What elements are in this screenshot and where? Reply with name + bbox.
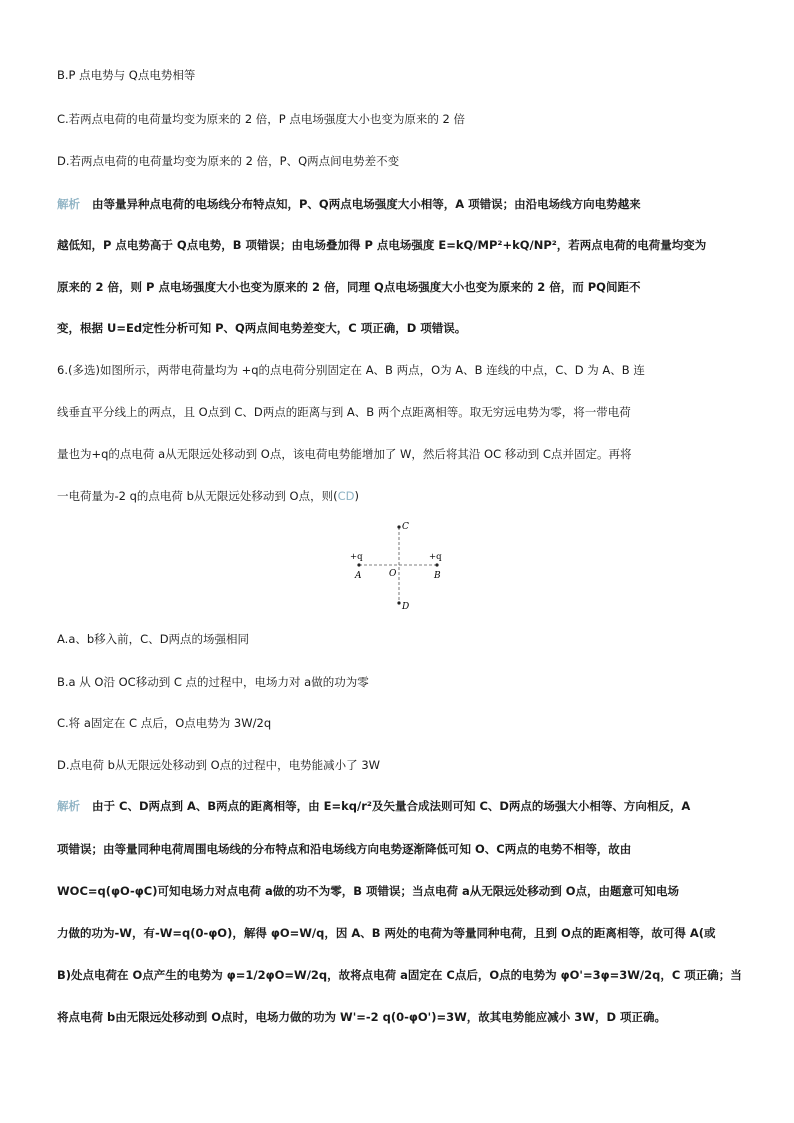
- charge-diagram: [347, 515, 507, 615]
- q6-option-a: A.a、b移入前，C、D两点的场强相同: [57, 632, 250, 646]
- q5-option-b: B.P 点电势与 Q点电势相等: [57, 68, 196, 82]
- q6-option-d: D.点电荷 b从无限远处移动到 O点的过程中，电势能减小了 3W: [57, 758, 381, 772]
- q5-analysis-line-3: 原来的 2 倍，则 P 点电场强度大小也变为原来的 2 倍，同理 Q点电场强度大小也变为原来的 2 倍，而 PQ间距不: [57, 280, 641, 294]
- q6-stem-line-4: 一电荷量为-2 q的点电荷 b从无限远处移动到 O点，则(CD): [57, 489, 359, 503]
- label-a: A: [355, 571, 362, 581]
- q6-analysis-line-4: 力做的功为-W，有-W=q(0-φO)，解得 φO=W/q，因 A、B 两处的电荷为等量同种电荷，且到 O点的距离相等，故可得 A(或: [57, 926, 716, 940]
- q6-option-c: C.将 a固定在 C 点后，O点电势为 3W/2q: [57, 716, 272, 730]
- charge-diagram-svg: [347, 515, 507, 615]
- point-c-dot: [397, 525, 400, 528]
- label-c: C: [402, 522, 409, 532]
- q6-analysis-line-2: 项错误；由等量同种电荷周围电场线的分布特点和沿电场线方向电势逐渐降低可知 O、C两点的电势不相等，故由: [57, 842, 632, 856]
- label-d: D: [402, 602, 410, 612]
- answer-key: CD: [337, 489, 355, 503]
- q6-analysis-line-1: 解析 由于 C、D两点到 A、B两点的距离相等，由 E=kq/r²及矢量合成法则可知 C、D两点的场强大小相等、方向相反，A: [57, 799, 691, 813]
- q6-option-b: B.a 从 O沿 OC移动到 C 点的过程中，电场力对 a做的功为零: [57, 675, 369, 689]
- charge-b-label: +q: [429, 552, 442, 562]
- q6-stem-line-3: 量也为+q的点电荷 a从无限远处移动到 O点，该电荷电势能增加了 W，然后将其沿 OC 移动到 C点并固定。再将: [57, 447, 632, 461]
- point-a-dot: [357, 563, 360, 566]
- q5-option-d: D.若两点电荷的电荷量均变为原来的 2 倍，P、Q两点间电势差不变: [57, 154, 400, 168]
- q6-analysis-line-5: B)处点电荷在 O点产生的电势为 φ=1/2φO=W/2q，故将点电荷 a固定在 C点后，O点的电势为 φO'=3φ=3W/2q，C 项正确；当: [57, 968, 742, 982]
- q6-analysis-line-3: WOC=q(φO-φC)可知电场力对点电荷 a做的功不为零，B 项错误；当点电荷 a从无限远处移动到 O点，由题意可知电场: [57, 884, 680, 898]
- label-o: O: [389, 569, 397, 579]
- point-d-dot: [397, 601, 400, 604]
- analysis-tag: 解析: [57, 197, 80, 211]
- q5-option-c: C.若两点电荷的电荷量均变为原来的 2 倍，P 点电场强度大小也变为原来的 2 倍: [57, 112, 466, 126]
- q5-analysis-line-4: 变，根据 U=Ed定性分析可知 P、Q两点间电势差变大，C 项正确，D 项错误。: [57, 321, 467, 335]
- q6-stem-line-2: 线垂直平分线上的两点，且 O点到 C、D两点的距离与到 A、B 两个点距离相等。取无穷远电势为零，将一带电荷: [57, 405, 631, 419]
- charge-a-label: +q: [350, 552, 363, 562]
- q6-analysis-line-6: 将点电荷 b由无限远处移动到 O点时，电场力做的功为 W'=-2 q(0-φO')=3W，故其电势能应减小 3W，D 项正确。: [57, 1010, 667, 1024]
- label-b: B: [434, 571, 441, 581]
- q5-analysis-line-2: 越低知，P 点电势高于 Q点电势，B 项错误；由电场叠加得 P 点电场强度 E=kQ/MP²+kQ/NP²，若两点电荷的电荷量均变为: [57, 238, 707, 252]
- q6-stem-line-1: 6.(多选)如图所示，两带电荷量均为 +q的点电荷分别固定在 A、B 两点，O为 A、B 连线的中点，C、D 为 A、B 连: [57, 363, 645, 377]
- analysis-tag: 解析: [57, 799, 80, 813]
- q5-analysis-line-1: 解析 由等量异种点电荷的电场线分布特点知，P、Q两点电场强度大小相等，A 项错误；由沿电场线方向电势越来: [57, 197, 641, 211]
- point-b-dot: [435, 563, 438, 566]
